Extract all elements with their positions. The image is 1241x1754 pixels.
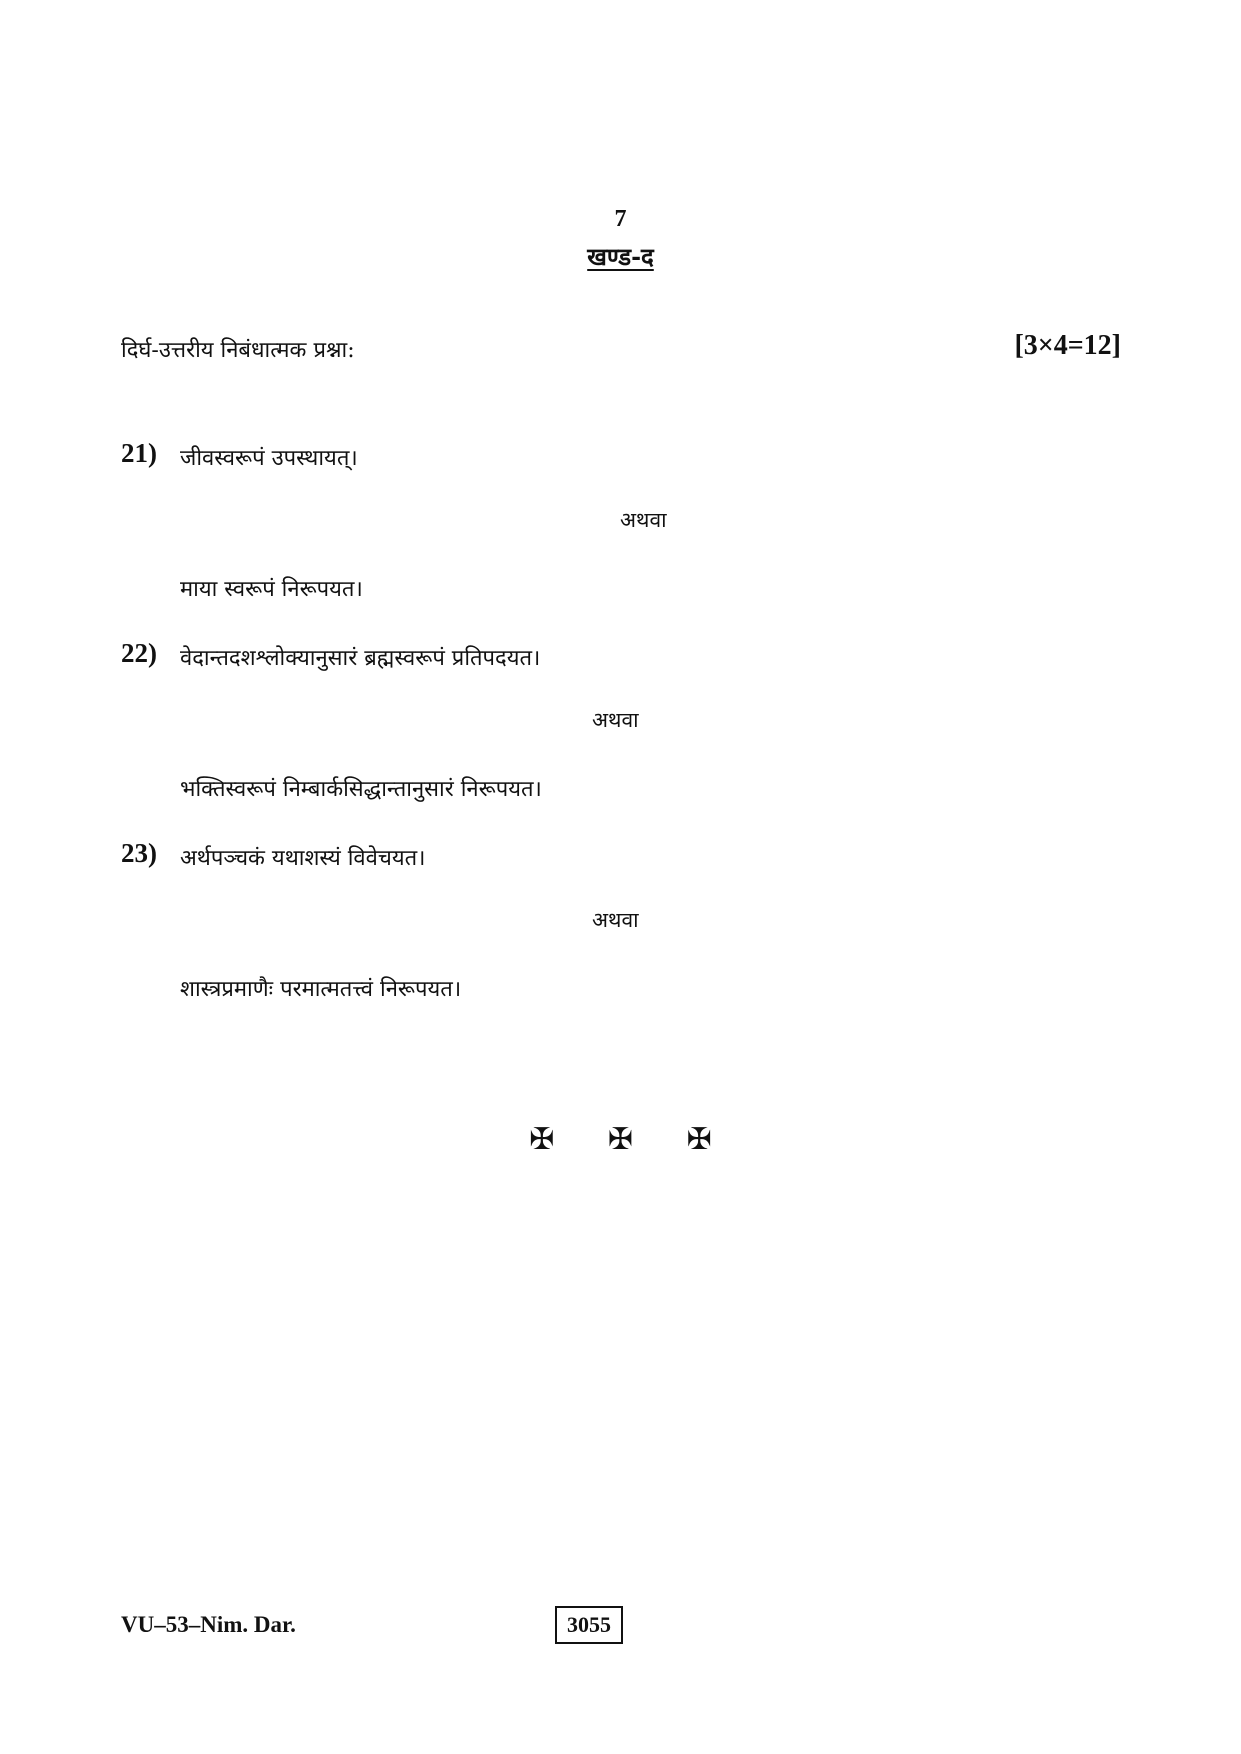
alternative-question-text: शास्त्रप्रमाणैः परमात्मतत्त्वं निरूपयत। bbox=[180, 977, 462, 1002]
section-title-text: खण्ड-द bbox=[587, 242, 654, 271]
or-label: अथवा bbox=[592, 908, 639, 932]
question-number: 21) bbox=[121, 438, 157, 468]
or-label: अथवा bbox=[620, 508, 667, 532]
marks-allocation: [3×4=12] bbox=[1014, 330, 1121, 361]
maltese-cross-icon: ✠ bbox=[686, 1122, 712, 1157]
question-text: वेदान्तदशश्लोक्यानुसारं ब्रह्मस्वरूपं प्रतिपदयत। bbox=[180, 646, 541, 671]
alternative-question-text: भक्तिस्वरूपं निम्बार्कसिद्धान्तानुसारं निरूपयत। bbox=[180, 777, 542, 802]
page-number: 7 bbox=[614, 206, 627, 232]
paper-code: VU–53–Nim. Dar. bbox=[121, 1612, 296, 1637]
maltese-cross-icon: ✠ bbox=[607, 1122, 634, 1157]
end-of-paper-marks bbox=[0, 1122, 1241, 1157]
section-title bbox=[0, 240, 1241, 273]
instruction-text: दिर्घ-उत्तरीय निबंधात्मक प्रश्ना: bbox=[121, 338, 355, 363]
alternative-question-text: माया स्वरूपं निरूपयत। bbox=[180, 577, 363, 602]
question-number: 23) bbox=[121, 838, 157, 868]
maltese-cross-icon: ✠ bbox=[529, 1122, 555, 1157]
serial-number-box: 3055 bbox=[555, 1606, 623, 1644]
question-text: जीवस्वरूपं उपस्थायत्। bbox=[180, 446, 358, 471]
question-number: 22) bbox=[121, 638, 157, 668]
question-text: अर्थपञ्चकं यथाशस्यं विवेचयत। bbox=[180, 846, 426, 871]
or-label: अथवा bbox=[592, 708, 639, 732]
